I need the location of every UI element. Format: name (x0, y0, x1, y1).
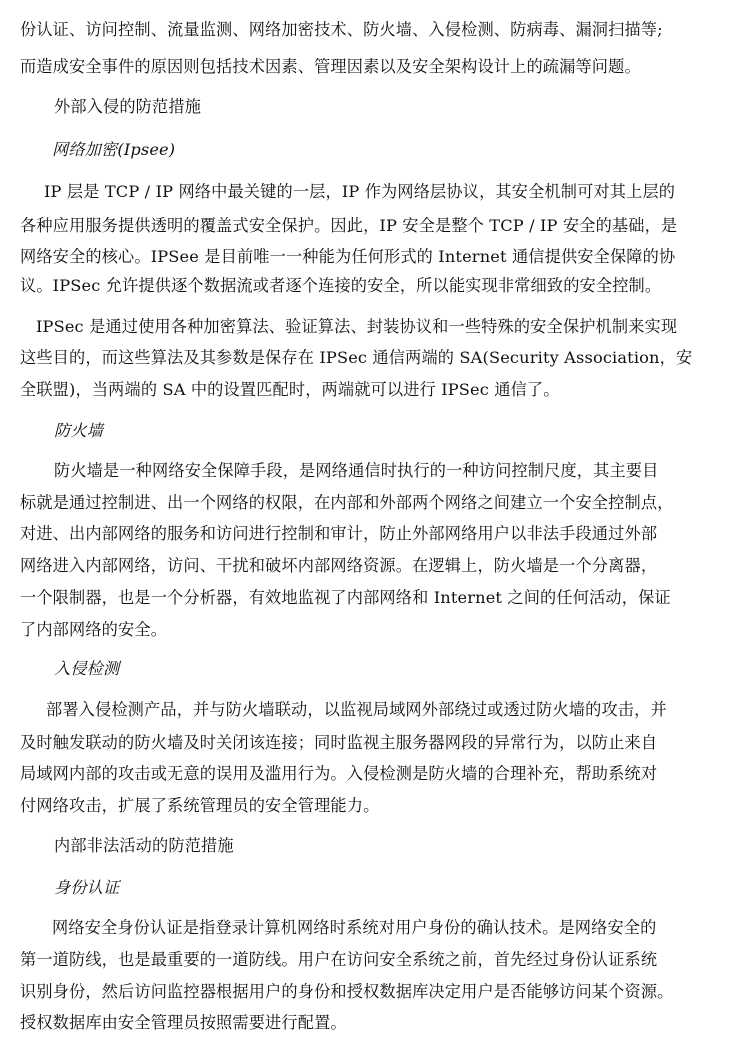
paragraph-line: 网络安全身份认证是指登录计算机网络时系统对用户身份的确认技术。是网络安全的 (52, 918, 657, 937)
paragraph-line: 了内部网络的安全。 (20, 620, 168, 639)
paragraph-line: 份认证、访问控制、流量监测、网络加密技术、防火墙、入侵检测、防病毒、漏洞扫描等; (20, 20, 663, 39)
paragraph-line: 授权数据库由安全管理员按照需要进行配置。 (20, 1013, 347, 1032)
subsection-heading: 身份认证 (54, 878, 120, 897)
paragraph-line: 局域网内部的攻击或无意的误用及滥用行为。入侵检测是防火墙的合理补充，帮助系统对 (20, 764, 658, 783)
paragraph-line: 付网络攻击，扩展了系统管理员的安全管理能力。 (20, 796, 380, 815)
section-heading: 内部非法活动的防范措施 (54, 836, 234, 855)
paragraph-line: 议。IPSec 允许提供逐个数据流或者逐个连接的安全，所以能实现非常细致的安全控制。 (20, 276, 662, 295)
paragraph-line: 而造成安全事件的原因则包括技术因素、管理因素以及安全架构设计上的疏漏等问题。 (20, 57, 641, 76)
subsection-heading: 网络加密(Ipsee) (52, 140, 176, 159)
paragraph-line: 标就是通过控制进、出一个网络的权限，在内部和外部两个网络之间建立一个安全控制点， (20, 493, 674, 512)
paragraph-line: IP 层是 TCP / IP 网络中最关键的一层，IP 作为网络层协议，其安全机制可对其上层的 (44, 182, 676, 201)
paragraph-line: 这些目的，而这些算法及其参数是保存在 IPSec 通信两端的 SA(Security Association，安 (20, 348, 693, 367)
paragraph-line: 全联盟)，当两端的 SA 中的设置匹配时，两端就可以进行 IPSec 通信了。 (20, 380, 560, 399)
subsection-heading: 入侵检测 (54, 659, 120, 678)
section-heading: 外部入侵的防范措施 (54, 97, 202, 116)
paragraph-line: 部署入侵检测产品，并与防火墙联动，以监视局域网外部绕过或透过防火墙的攻击，并 (46, 700, 667, 719)
subsection-heading: 防火墙 (54, 421, 104, 440)
paragraph-line: 一个限制器，也是一个分析器，有效地监视了内部网络和 Internet 之间的任何活动，保证 (20, 588, 671, 607)
paragraph-line: IPSec 是通过使用各种加密算法、验证算法、封装协议和一些特殊的安全保护机制来实现 (36, 317, 678, 336)
paragraph-line: 防火墙是一种网络安全保障手段，是网络通信时执行的一种访问控制尺度，其主要目 (54, 461, 659, 480)
paragraph-line: 对进、出内部网络的服务和访问进行控制和审计，防止外部网络用户以非法手段通过外部 (20, 524, 658, 543)
paragraph-line: 第一道防线，也是最重要的一道防线。用户在访问安全系统之前，首先经过身份认证系统 (20, 950, 658, 969)
paragraph-line: 及时触发联动的防火墙及时关闭该连接；同时监视主服务器网段的异常行为，以防止来自 (20, 733, 658, 752)
paragraph-line: 各种应用服务提供透明的覆盖式安全保护。因此，IP 安全是整个 TCP / IP 安全的基础，是 (20, 216, 678, 235)
paragraph-line: 识别身份，然后访问监控器根据用户的身份和授权数据库决定用户是否能够访问某个资源。 (20, 982, 674, 1001)
paragraph-line: 网络进入内部网络，访问、干扰和破坏内部网络资源。在逻辑上，防火墙是一个分离器， (20, 556, 658, 575)
paragraph-line: 网络安全的核心。IPSee 是目前唯一一种能为任何形式的 Internet 通信提供安全保障的协 (20, 247, 676, 266)
